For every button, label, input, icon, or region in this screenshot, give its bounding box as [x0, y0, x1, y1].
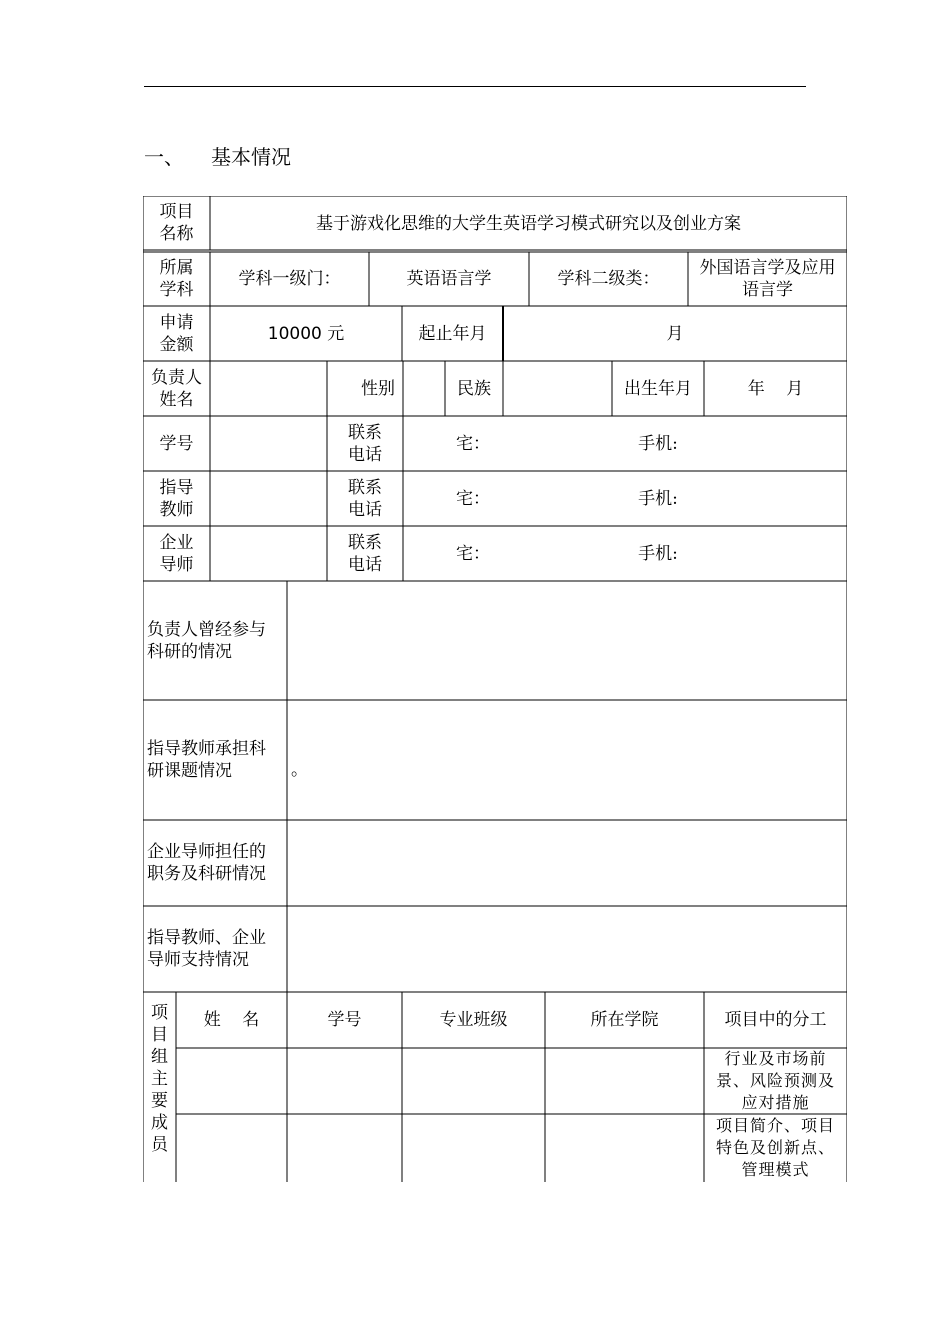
home-phone-label: 宅： — [456, 543, 490, 564]
leader-name-label: 负责人 姓名 — [151, 367, 202, 410]
support-label: 指导教师、企业 导师支持情况 — [147, 928, 266, 970]
discipline-level1-value: 英语语言学 — [406, 269, 492, 289]
project-name-value: 基于游戏化思维的大学生英语学习模式研究以及创业方案 — [316, 214, 741, 234]
member-header-class: 专业班级 — [439, 1010, 508, 1030]
funding-amount: 10000 元 — [267, 323, 345, 344]
student-id-label: 学号 — [159, 433, 194, 454]
mobile-label: 手机: — [638, 543, 678, 564]
member-role: 行业及市场前 景、风险预测及 应对措施 — [715, 1049, 835, 1112]
section-number: 一、 — [144, 145, 184, 169]
enterprise-mentor-label: 企业 导师 — [159, 532, 194, 575]
advisor-label: 指导 教师 — [159, 477, 194, 520]
discipline-level1-label: 学科一级门： — [238, 269, 341, 289]
mobile-label: 手机: — [638, 433, 678, 454]
member-header-id: 学号 — [327, 1010, 362, 1030]
phone-label: 联系 电话 — [348, 422, 382, 465]
member-role: 项目简介、项目 特色及创新点、 管理模式 — [715, 1116, 835, 1179]
discipline-level2-label: 学科二级类： — [557, 269, 660, 289]
section-title: 基本情况 — [211, 145, 291, 169]
advisor-projects-label: 指导教师承担科 研课题情况 — [147, 739, 266, 781]
phone-label: 联系 电话 — [348, 477, 382, 520]
period-value: 月 — [666, 323, 684, 344]
member-header-role: 项目中的分工 — [724, 1010, 827, 1030]
leader-research-label: 负责人曾经参与 科研的情况 — [147, 619, 266, 662]
application-form-table — [143, 196, 847, 1182]
gender-label: 性别 — [361, 378, 395, 399]
home-phone-label: 宅： — [456, 488, 490, 509]
discipline-level2-value: 外国语言学及应用 语言学 — [699, 258, 836, 300]
funding-label: 申请 金额 — [159, 312, 194, 355]
project-name-label: 项目 名称 — [159, 202, 194, 244]
members-group-label: 项 目 组 主 要 成 员 — [151, 1003, 168, 1155]
mobile-label: 手机: — [638, 488, 678, 509]
header-rule — [144, 86, 806, 87]
birth-date-label: 出生年月 — [624, 378, 692, 399]
ethnicity-label: 民族 — [457, 378, 491, 399]
discipline-label: 所属 学科 — [159, 258, 194, 300]
mentor-position-label: 企业导师担任的 职务及科研情况 — [147, 842, 266, 884]
member-header-college: 所在学院 — [590, 1010, 659, 1030]
advisor-projects-value: 。 — [291, 760, 308, 780]
period-label: 起止年月 — [418, 323, 487, 344]
support-value — [287, 906, 847, 992]
birth-date-value: 年 月 — [747, 378, 804, 399]
phone-label: 联系 电话 — [348, 532, 382, 575]
home-phone-label: 宅： — [456, 433, 490, 454]
member-header-name: 姓 名 — [203, 1010, 260, 1030]
mentor-position-value — [287, 820, 847, 906]
leader-research-value — [287, 581, 847, 700]
